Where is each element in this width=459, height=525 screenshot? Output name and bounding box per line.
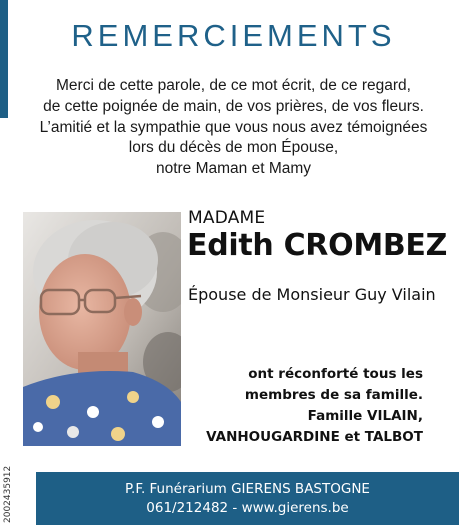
funeral-home-footer (36, 472, 459, 525)
message-line: L’amitié et la sympathie que vous nous avez témoignées (39, 118, 428, 136)
family-line: ont réconforté tous les (248, 366, 423, 382)
page-title: REMERCIEMENTS (71, 18, 396, 53)
deceased-title: MADAME (188, 208, 266, 228)
message-line: Merci de cette parole, de ce mot écrit, de ce regard, (56, 77, 411, 94)
footer-line-contact: 061/212482 - www.gierens.be (146, 500, 349, 516)
family-signature (206, 364, 423, 448)
portrait-photo (23, 212, 181, 446)
reference-number (0, 462, 18, 525)
message-line: lors du décès de mon Épouse, (128, 139, 339, 157)
family-line: VANHOUGARDINE et TALBOT (206, 429, 423, 445)
message-line: de cette poignée de main, de vos prières, de vos fleurs. (43, 97, 424, 115)
family-line: Famille VILAIN, (307, 408, 423, 424)
deceased-name: Edith CROMBEZ (187, 228, 448, 263)
message-line: notre Maman et Mamy (155, 160, 312, 178)
reference-number-text: 2002435912 (3, 465, 13, 523)
family-line: membres de sa famille. (244, 387, 423, 403)
thank-you-message (8, 76, 459, 180)
accent-bar (0, 0, 8, 118)
footer-line-name: P.F. Funérarium GIERENS BASTOGNE (125, 481, 370, 497)
spouse-line: Épouse de Monsieur Guy Vilain (188, 285, 436, 304)
